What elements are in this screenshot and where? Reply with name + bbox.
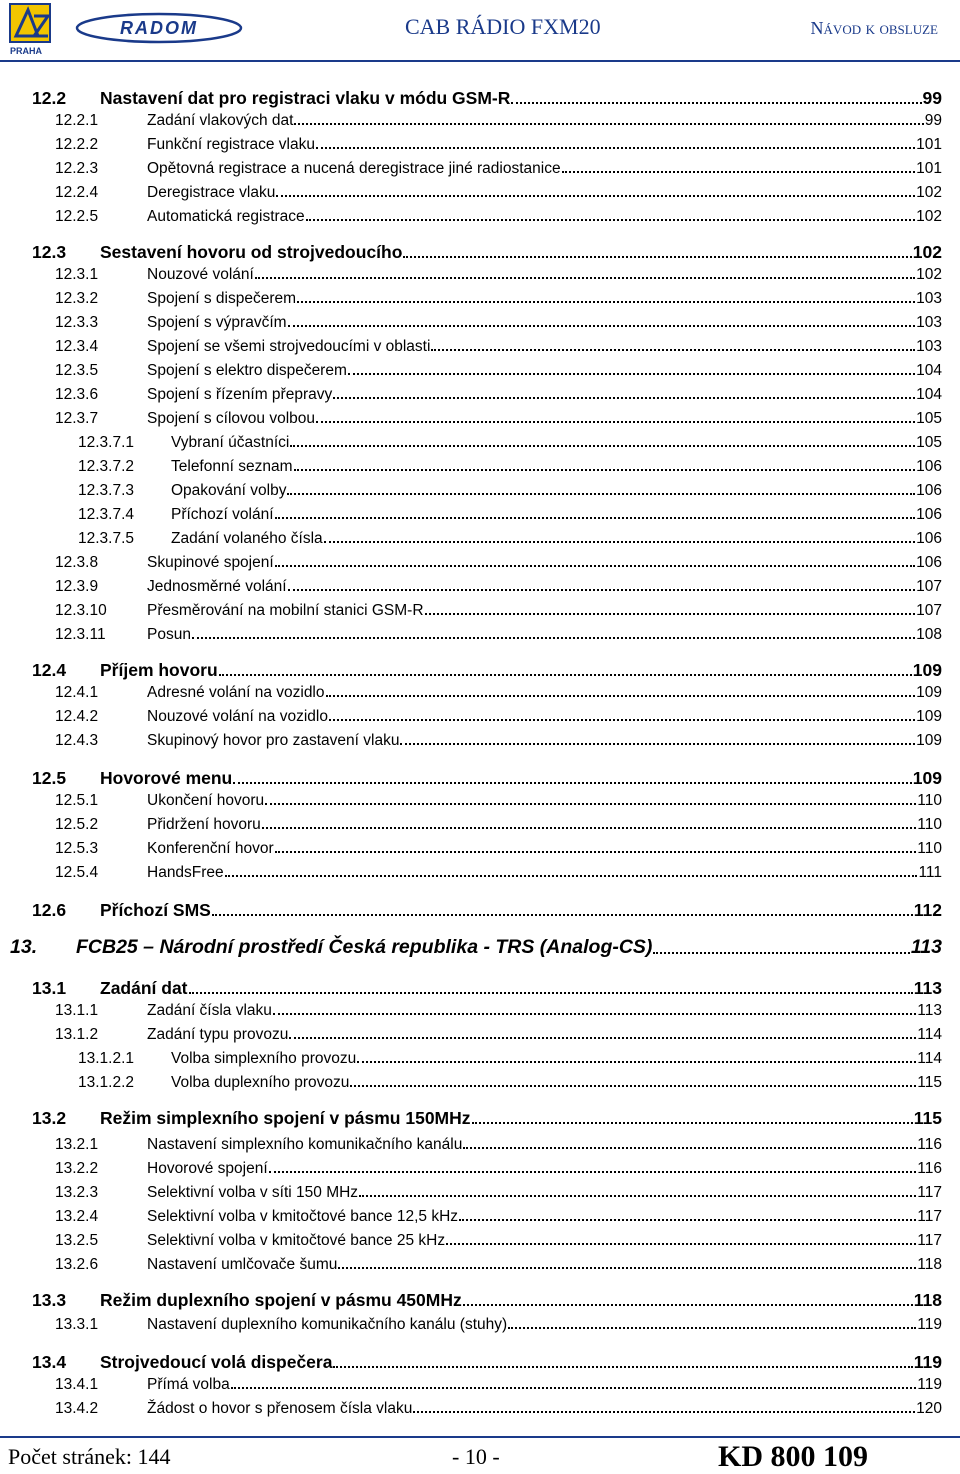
- toc-entry[interactable]: [55, 112, 942, 130]
- toc-dot-leader: [316, 421, 915, 423]
- toc-entry-title: Zadání dat: [100, 978, 188, 998]
- toc-entry-title: Přidržení hovoru: [147, 816, 261, 833]
- toc-entry-title: Příchozí SMS: [100, 900, 211, 920]
- toc-entry-page: 110: [917, 840, 942, 857]
- toc-entry-title: HandsFree: [147, 864, 224, 881]
- toc-dot-leader: [306, 219, 915, 221]
- toc-dot-leader: [326, 695, 916, 697]
- toc-dot-leader: [333, 397, 915, 399]
- toc-entry[interactable]: [32, 660, 942, 681]
- toc-entry-page: 117: [917, 1232, 942, 1249]
- toc-entry-title: Opětovná registrace a nucená deregistrace jiné radiostanice: [147, 160, 561, 177]
- toc-entry-page: 104: [916, 362, 942, 379]
- toc-entry[interactable]: [55, 1136, 942, 1154]
- toc-entry-title: Nastavení simplexního komunikačního kanálu: [147, 1136, 463, 1153]
- toc-entry-title: Příjem hovoru: [100, 660, 218, 680]
- toc-dot-leader: [297, 301, 915, 303]
- toc-dot-leader: [463, 1147, 916, 1149]
- toc-entry-page: 109: [916, 684, 942, 701]
- toc-entry-number: 13.4.2: [55, 1400, 99, 1417]
- toc-entry-page: 99: [924, 112, 942, 129]
- toc-entry-page: 106: [916, 530, 942, 547]
- toc-dot-leader: [359, 1195, 916, 1197]
- toc-entry[interactable]: [55, 208, 942, 226]
- toc-entry-page: 113: [913, 978, 942, 998]
- toc-entry-page: 110: [917, 816, 942, 833]
- toc-entry-page: 107: [916, 578, 942, 595]
- toc-entry[interactable]: [55, 578, 942, 596]
- toc-entry-page: 106: [916, 458, 942, 475]
- toc-entry[interactable]: [55, 338, 942, 356]
- toc-entry-page: 114: [917, 1050, 942, 1067]
- toc-dot-leader: [192, 637, 915, 639]
- toc-entry[interactable]: [55, 184, 942, 202]
- toc-entry-number: 12.3.4: [55, 338, 99, 355]
- toc-dot-leader: [275, 851, 917, 853]
- toc-entry-number: 13.2.2: [55, 1160, 99, 1177]
- toc-entry-page: 102: [912, 242, 942, 262]
- toc-entry-page: 106: [916, 506, 942, 523]
- toc-entry[interactable]: [55, 732, 942, 750]
- toc-entry[interactable]: [55, 626, 942, 644]
- toc-dot-leader: [288, 589, 916, 591]
- toc-entry-number: 12.3.6: [55, 386, 99, 403]
- toc-entry-title: Opakování volby: [171, 482, 287, 499]
- toc-entry-title: Spojení s cílovou volbou: [147, 410, 316, 427]
- toc-dot-leader: [472, 1122, 913, 1124]
- toc-dot-leader: [413, 1411, 915, 1413]
- toc-entry-page: 119: [917, 1376, 942, 1393]
- toc-dot-leader: [338, 1267, 916, 1269]
- toc-entry-number: 12.3.3: [55, 314, 99, 331]
- page-number: - 10 -: [452, 1444, 500, 1469]
- toc-entry-number: 13.4: [32, 1352, 67, 1372]
- toc-entry[interactable]: [32, 1352, 942, 1373]
- toc-entry-number: 13.: [10, 936, 38, 958]
- toc-entry[interactable]: [32, 978, 942, 999]
- toc-entry-title: Nouzové volání na vozidlo: [147, 708, 328, 725]
- toc-entry-page: 103: [916, 314, 942, 331]
- radom-logo-text: RADOM: [120, 18, 198, 38]
- page-footer: [0, 1436, 960, 1472]
- toc-dot-leader: [463, 1304, 913, 1306]
- toc-dot-leader: [348, 373, 915, 375]
- toc-entry[interactable]: [55, 554, 942, 572]
- toc-entry-number: 12.3.5: [55, 362, 99, 379]
- toc-entry-number: 12.3.10: [55, 602, 107, 619]
- toc-entry[interactable]: [55, 290, 942, 308]
- toc-entry-title: Selektivní volba v kmitočtové bance 12,5 kHz: [147, 1208, 459, 1225]
- table-of-contents: [0, 84, 960, 1436]
- toc-entry-page: 106: [916, 482, 942, 499]
- toc-entry-title: Zadání čísla vlaku: [147, 1002, 272, 1019]
- toc-entry-page: 109: [916, 708, 942, 725]
- toc-entry-number: 13.3.1: [55, 1316, 99, 1333]
- toc-entry[interactable]: [55, 314, 942, 332]
- toc-entry[interactable]: [55, 266, 942, 284]
- toc-entry[interactable]: [55, 1400, 942, 1418]
- toc-entry-page: 116: [917, 1160, 942, 1177]
- toc-dot-leader: [231, 1387, 917, 1389]
- toc-entry-title: Zadání volaného čísla: [171, 530, 323, 547]
- toc-entry-title: Posun: [147, 626, 191, 643]
- toc-entry[interactable]: [78, 482, 942, 500]
- toc-entry-number: 12.3.7.2: [78, 458, 135, 475]
- document-title: CAB RÁDIO FXM20: [405, 14, 601, 39]
- toc-entry[interactable]: [55, 602, 942, 620]
- toc-entry[interactable]: [55, 1316, 942, 1334]
- toc-entry-page: 102: [916, 208, 942, 225]
- toc-entry[interactable]: [55, 1002, 942, 1020]
- toc-entry-title: Skupinový hovor pro zastavení vlaku: [147, 732, 400, 749]
- toc-entry-title: Spojení s dispečerem: [147, 290, 297, 307]
- toc-entry-page: 108: [916, 626, 942, 643]
- toc-entry-title: Funkční registrace vlaku: [147, 136, 315, 153]
- toc-dot-leader: [357, 1061, 916, 1063]
- toc-dot-leader: [233, 782, 912, 784]
- toc-entry-number: 12.4.1: [55, 684, 99, 701]
- footer-divider: [0, 1436, 960, 1438]
- toc-entry-page: 105: [916, 434, 942, 451]
- toc-entry-page: 119: [913, 1352, 942, 1372]
- toc-entry-number: 12.3.9: [55, 578, 99, 595]
- toc-dot-leader: [275, 565, 915, 567]
- toc-dot-leader: [653, 952, 909, 954]
- toc-entry-title: Sestavení hovoru od strojvedoucího: [100, 242, 403, 262]
- toc-entry[interactable]: [78, 1074, 942, 1092]
- toc-entry-page: 115: [917, 1074, 942, 1091]
- toc-entry-title: Telefonní seznam: [171, 458, 293, 475]
- toc-entry-title: Strojvedoucí volá dispečera: [100, 1352, 333, 1372]
- toc-entry-page: 120: [916, 1400, 942, 1417]
- toc-entry-title: Spojení s výpravčím: [147, 314, 287, 331]
- toc-entry-page: 119: [917, 1316, 942, 1333]
- toc-entry-page: 103: [916, 290, 942, 307]
- toc-entry[interactable]: [10, 936, 942, 959]
- toc-dot-leader: [288, 325, 916, 327]
- toc-entry[interactable]: [55, 386, 942, 404]
- toc-entry-page: 101: [916, 160, 942, 177]
- toc-entry[interactable]: [32, 1108, 942, 1129]
- toc-entry[interactable]: [78, 506, 942, 524]
- toc-entry-title: Režim duplexního spojení v pásmu 450MHz: [100, 1290, 462, 1310]
- toc-entry-number: 12.5: [32, 768, 67, 788]
- toc-entry-page: 102: [916, 266, 942, 283]
- toc-dot-leader: [403, 256, 911, 258]
- toc-entry-number: 12.3: [32, 242, 67, 262]
- toc-entry-number: 12.2.2: [55, 136, 99, 153]
- toc-entry-page: 106: [916, 554, 942, 571]
- toc-entry-title: Volba simplexního provozu: [171, 1050, 357, 1067]
- toc-entry-title: Spojení s řízením přepravy: [147, 386, 333, 403]
- toc-dot-leader: [446, 1243, 916, 1245]
- toc-entry-number: 13.1: [32, 978, 67, 998]
- toc-entry-page: 113: [910, 936, 942, 958]
- toc-dot-leader: [225, 875, 918, 877]
- toc-entry[interactable]: [78, 530, 942, 548]
- toc-entry-number: 13.2.6: [55, 1256, 99, 1273]
- toc-entry-page: 116: [917, 1136, 942, 1153]
- toc-entry-number: 13.1.2: [55, 1026, 99, 1043]
- toc-entry[interactable]: [55, 1026, 942, 1044]
- toc-entry[interactable]: [55, 1160, 942, 1178]
- toc-dot-leader: [262, 827, 917, 829]
- toc-entry-number: 13.2: [32, 1108, 67, 1128]
- toc-entry-page: 105: [916, 410, 942, 427]
- toc-entry-page: 107: [916, 602, 942, 619]
- toc-entry-title: Přímá volba: [147, 1376, 230, 1393]
- toc-dot-leader: [316, 147, 915, 149]
- toc-entry-title: Jednosměrné volání: [147, 578, 287, 595]
- toc-entry-title: Selektivní volba v kmitočtové bance 25 kHz: [147, 1232, 446, 1249]
- toc-entry-page: 101: [916, 136, 942, 153]
- toc-entry[interactable]: [55, 792, 942, 810]
- toc-entry-page: 117: [917, 1208, 942, 1225]
- toc-entry-title: Nastavení duplexního komunikačního kanálu (stuhy): [147, 1316, 508, 1333]
- toc-entry[interactable]: [78, 1050, 942, 1068]
- toc-entry-title: Volba duplexního provozu: [171, 1074, 350, 1091]
- toc-dot-leader: [275, 517, 916, 519]
- toc-entry-title: Ukončení hovoru: [147, 792, 265, 809]
- toc-entry[interactable]: [55, 684, 942, 702]
- toc-entry-number: 12.3.7.1: [78, 434, 135, 451]
- toc-entry-number: 12.3.7: [55, 410, 99, 427]
- toc-entry-number: 13.4.1: [55, 1376, 99, 1393]
- toc-entry-page: 110: [917, 792, 942, 809]
- toc-entry[interactable]: [32, 1290, 942, 1311]
- toc-dot-leader: [273, 1013, 916, 1015]
- toc-dot-leader: [212, 914, 913, 916]
- toc-entry-page: 114: [917, 1026, 942, 1043]
- toc-entry-title: Adresné volání na vozidlo: [147, 684, 325, 701]
- toc-entry-page: 115: [913, 1108, 942, 1128]
- toc-dot-leader: [189, 992, 913, 994]
- toc-entry-number: 13.1.1: [55, 1002, 99, 1019]
- toc-entry-number: 12.4.3: [55, 732, 99, 749]
- toc-dot-leader: [219, 674, 912, 676]
- toc-entry-title: Režim simplexního spojení v pásmu 150MHz: [100, 1108, 471, 1128]
- toc-entry-title: Přesměrování na mobilní stanici GSM-R: [147, 602, 424, 619]
- toc-entry-title: Hovorové spojení: [147, 1160, 268, 1177]
- toc-entry[interactable]: [32, 768, 942, 789]
- toc-entry[interactable]: [55, 1208, 942, 1226]
- toc-dot-leader: [276, 195, 915, 197]
- toc-entry[interactable]: [78, 434, 942, 452]
- toc-dot-leader: [508, 1327, 916, 1329]
- toc-entry-title: Nouzové volání: [147, 266, 254, 283]
- toc-entry-number: 12.5.1: [55, 792, 99, 809]
- toc-entry[interactable]: [32, 900, 942, 921]
- toc-entry-number: 13.2.4: [55, 1208, 99, 1225]
- toc-entry[interactable]: [32, 88, 942, 109]
- toc-entry-number: 13.1.2.2: [78, 1074, 135, 1091]
- toc-entry-page: 109: [916, 732, 942, 749]
- toc-entry[interactable]: [78, 458, 942, 476]
- toc-entry-number: 12.5.4: [55, 864, 99, 881]
- toc-entry-page: 118: [913, 1290, 942, 1310]
- toc-entry-number: 12.4.2: [55, 708, 99, 725]
- toc-entry-page: 99: [922, 88, 942, 108]
- toc-entry-page: 118: [917, 1256, 942, 1273]
- toc-entry-page: 109: [912, 660, 942, 680]
- toc-entry[interactable]: [55, 136, 942, 154]
- toc-entry-title: Skupinové spojení: [147, 554, 274, 571]
- toc-entry-title: Vybraní účastníci: [171, 434, 290, 451]
- toc-entry-number: 12.2.4: [55, 184, 99, 201]
- toc-entry-number: 13.2.5: [55, 1232, 99, 1249]
- azd-logo-icon: [8, 2, 68, 56]
- toc-entry-number: 12.2.3: [55, 160, 99, 177]
- toc-dot-leader: [400, 743, 915, 745]
- logo-praha-text: PRAHA: [10, 46, 43, 56]
- toc-entry-page: 117: [917, 1184, 942, 1201]
- toc-entry[interactable]: [55, 708, 942, 726]
- toc-entry-number: 12.4: [32, 660, 67, 680]
- toc-entry-number: 12.2.1: [55, 112, 99, 129]
- toc-dot-leader: [431, 349, 915, 351]
- toc-entry-title: Automatická registrace: [147, 208, 305, 225]
- toc-entry-title: Příchozí volání: [171, 506, 274, 523]
- toc-entry-title: FCB25 – Národní prostředí Česká republika - TRS (Analog-CS): [76, 936, 653, 958]
- toc-entry-number: 12.3.7.5: [78, 530, 135, 547]
- toc-dot-leader: [265, 803, 916, 805]
- toc-entry-title: Nastavení umlčovače šumu: [147, 1256, 338, 1273]
- toc-entry-title: Zadání typu provozu: [147, 1026, 289, 1043]
- toc-entry-page: 103: [916, 338, 942, 355]
- header-divider: [0, 60, 960, 62]
- toc-entry-title: Konferenční hovor: [147, 840, 274, 857]
- toc-dot-leader: [562, 171, 916, 173]
- toc-entry[interactable]: [55, 1256, 942, 1274]
- toc-entry-page: 109: [912, 768, 942, 788]
- toc-dot-leader: [287, 493, 915, 495]
- toc-entry-title: Spojení se všemi strojvedoucími v oblasti: [147, 338, 431, 355]
- toc-dot-leader: [269, 1171, 917, 1173]
- toc-entry-number: 13.1.2.1: [78, 1050, 135, 1067]
- toc-entry-title: Selektivní volba v síti 150 MHz: [147, 1184, 359, 1201]
- toc-entry-number: 13.3: [32, 1290, 67, 1310]
- toc-entry[interactable]: [55, 864, 942, 882]
- toc-entry-page: 112: [913, 900, 942, 920]
- toc-dot-leader: [425, 613, 916, 615]
- document-subtitle: Návod k obsluze: [810, 18, 938, 38]
- toc-entry[interactable]: [55, 362, 942, 380]
- toc-entry-number: 12.3.1: [55, 266, 99, 283]
- toc-entry-page: 104: [916, 386, 942, 403]
- toc-entry-title: Zadání vlakových dat: [147, 112, 294, 129]
- toc-entry-number: 12.5.3: [55, 840, 99, 857]
- toc-entry-page: 113: [917, 1002, 942, 1019]
- toc-entry-title: Spojení s elektro dispečerem: [147, 362, 347, 379]
- toc-entry-title: Nastavení dat pro registraci vlaku v módu GSM-R: [100, 88, 511, 108]
- toc-entry[interactable]: [32, 242, 942, 263]
- toc-entry-number: 12.3.7.4: [78, 506, 135, 523]
- toc-entry[interactable]: [55, 410, 942, 428]
- toc-dot-leader: [294, 123, 923, 125]
- toc-entry-page: 111: [918, 864, 942, 881]
- toc-dot-leader: [329, 719, 915, 721]
- toc-dot-leader: [459, 1219, 916, 1221]
- toc-entry-page: 102: [916, 184, 942, 201]
- toc-entry-title: Žádost o hovor s přenosem čísla vlaku: [147, 1400, 413, 1417]
- toc-entry[interactable]: [55, 1184, 942, 1202]
- page-count: Počet stránek: 144: [8, 1444, 171, 1469]
- page-header: [0, 0, 960, 62]
- toc-entry[interactable]: [55, 1376, 942, 1394]
- toc-entry-number: 12.2.5: [55, 208, 99, 225]
- toc-entry-number: 12.3.8: [55, 554, 99, 571]
- toc-entry[interactable]: [55, 160, 942, 178]
- toc-entry-title: Hovorové menu: [100, 768, 233, 788]
- toc-entry-number: 12.3.2: [55, 290, 99, 307]
- document-id: KD 800 109: [718, 1440, 868, 1473]
- toc-dot-leader: [511, 102, 921, 104]
- toc-dot-leader: [324, 541, 915, 543]
- toc-dot-leader: [294, 469, 916, 471]
- toc-dot-leader: [255, 277, 915, 279]
- toc-dot-leader: [350, 1085, 916, 1087]
- toc-entry-title: Deregistrace vlaku: [147, 184, 276, 201]
- toc-dot-leader: [289, 1037, 916, 1039]
- toc-entry-number: 13.2.3: [55, 1184, 99, 1201]
- toc-entry-number: 12.3.11: [55, 626, 106, 643]
- toc-dot-leader: [290, 445, 915, 447]
- toc-entry-number: 12.3.7.3: [78, 482, 135, 499]
- toc-entry[interactable]: [55, 840, 942, 858]
- toc-dot-leader: [333, 1366, 912, 1368]
- radom-logo-icon: [74, 10, 244, 46]
- toc-entry-number: 12.2: [32, 88, 67, 108]
- toc-entry-number: 13.2.1: [55, 1136, 99, 1153]
- toc-entry-number: 12.5.2: [55, 816, 99, 833]
- toc-entry-number: 12.6: [32, 900, 67, 920]
- toc-entry[interactable]: [55, 1232, 942, 1250]
- toc-entry[interactable]: [55, 816, 942, 834]
